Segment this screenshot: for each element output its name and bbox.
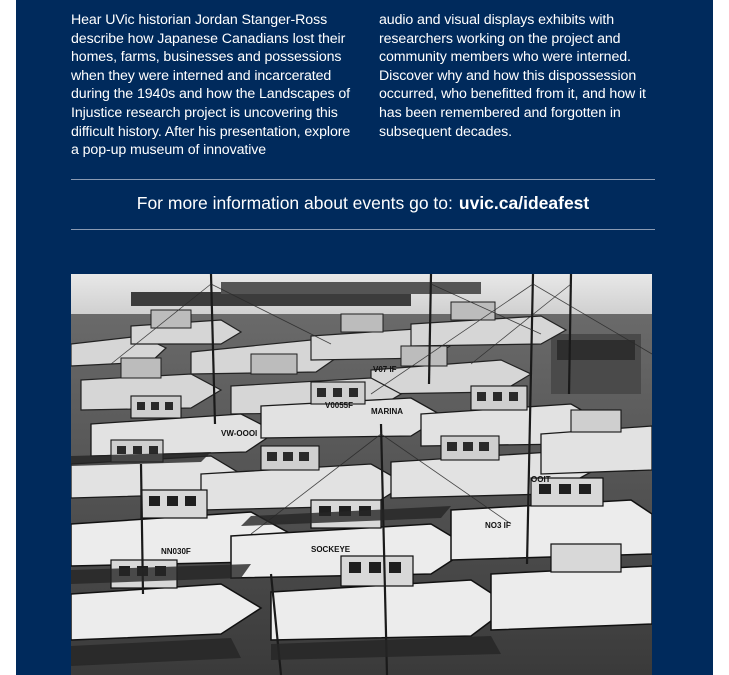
more-info-text: For more information about events go to: (136, 193, 453, 213)
svg-text:OOIT: OOIT (531, 475, 551, 484)
svg-text:V0055F: V0055F (325, 401, 354, 410)
ideafest-link[interactable]: uvic.ca/ideafest (458, 193, 590, 213)
svg-text:SOCKEYE: SOCKEYE (311, 545, 351, 554)
description-left-column: Hear UVic historian Jordan Stanger-Ross describe how Japanese Canadians lost their homes, farms, businesses and possessions when they were interned and incarcerated during the 1940s and how the Landscapes of Injustice research project is uncovering this difficult history. After his presentation, explore a pop-up museum of innovative (71, 12, 351, 159)
svg-text:VW-OOOI: VW-OOOI (221, 429, 258, 438)
svg-text:NN030F: NN030F (161, 547, 191, 556)
more-info-line (71, 191, 655, 215)
description-right-column: audio and visual displays exhibits with researchers working on the project and community members who were interned. Discover why and how this dispossession occurred, who benefitted from it, and how it has been remembered and forgotten in subsequent decades. (379, 12, 646, 140)
svg-text:V07 IF: V07 IF (373, 365, 397, 374)
divider-top (71, 179, 655, 180)
event-poster (16, 0, 713, 675)
svg-text:MARINA: MARINA (371, 407, 403, 416)
divider-bottom (71, 229, 655, 230)
fishing-boats-photo (71, 274, 652, 675)
svg-text:NO3 IF: NO3 IF (485, 521, 511, 530)
